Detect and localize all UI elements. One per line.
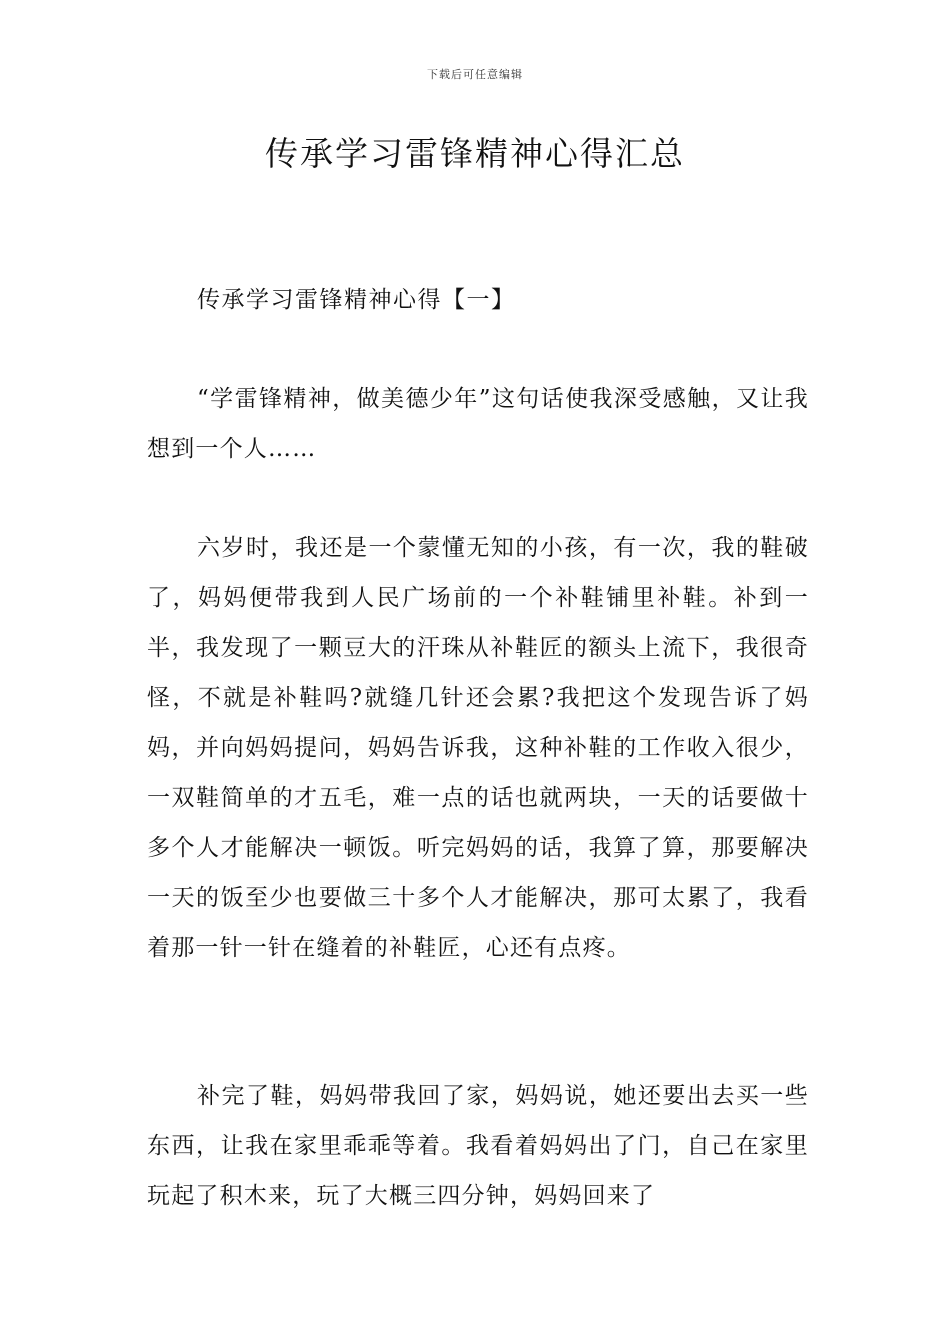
paragraph-1: “学雷锋精神，做美德少年”这句话使我深受感触，又让我想到一个人…… bbox=[147, 386, 809, 462]
paragraph-3: 补完了鞋，妈妈带我回了家，妈妈说，她还要出去买一些东西，让我在家里乖乖等着。我看着妈妈出了门，自己在家里玩起了积木来，玩了大概三四分钟，妈妈回来了 bbox=[147, 1083, 809, 1209]
section-heading: 传承学习雷锋精神心得【一】 bbox=[197, 287, 516, 313]
document-title: 传承学习雷锋精神心得汇总 bbox=[265, 134, 685, 173]
header-note: 下载后可任意编辑 bbox=[427, 68, 523, 81]
paragraph-2: 六岁时，我还是一个蒙懂无知的小孩，有一次，我的鞋破了，妈妈便带我到人民广场前的一个补鞋铺里补鞋。补到一半，我发现了一颗豆大的汗珠从补鞋匠的额头上流下，我很奇怪，不就是补鞋吗?就缝几针还会累?我把这个发现告诉了妈妈，并向妈妈提问，妈妈告诉我，这种补鞋的工作收入很少，一双鞋简单的才五毛，难一点的话也就两块，一天的话要做十多个人才能解决一顿饭。听完妈妈的话，我算了算，那要解决一天的饭至少也要做三十多个人才能解决，那可太累了，我看着那一针一针在缝着的补鞋匠，心还有点疼。 bbox=[147, 535, 809, 961]
